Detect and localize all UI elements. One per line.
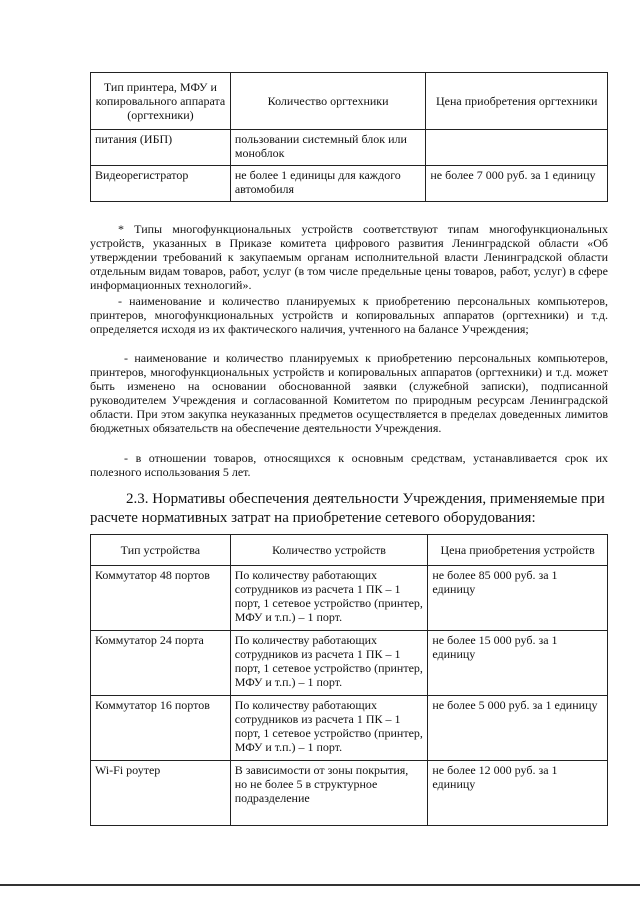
table-row (91, 631, 608, 696)
table-cell: не более 7 000 руб. за 1 единицу (426, 166, 608, 202)
table-cell: не более 1 единицы для каждого автомобиля (230, 166, 426, 202)
table-cell: не более 15 000 руб. за 1 единицу (428, 631, 608, 696)
header-cell: Цена приобретения оргтехники (426, 73, 608, 130)
table-cell: Коммутатор 16 портов (91, 696, 231, 761)
table-cell: питания (ИБП) (91, 130, 231, 166)
footnote-paragraph: * Типы многофункциональных устройств соответствуют типам многофункциональных устройств, указанных в Приказе комитета цифрового развития Ленинградской области «Об утверждении требований к закупаемым органам исполнительной власти Ленинградской области отдельным видам товаров, работ, услуг (в том числе предельные цены товаров, работ, услуг) в сфере информационных технологий». (90, 222, 608, 292)
header-cell: Тип устройства (91, 535, 231, 566)
table-header-row (91, 535, 608, 566)
table-cell: не более 5 000 руб. за 1 единицу (428, 696, 608, 761)
table-cell: Wi-Fi роутер (91, 761, 231, 826)
network-equipment-table (90, 534, 608, 826)
table-cell: В зависимости от зоны покрытия, но не более 5 в структурное подразделение (230, 761, 428, 826)
table-row (91, 696, 608, 761)
table-cell: не более 85 000 руб. за 1 единицу (428, 566, 608, 631)
header-cell: Количество оргтехники (230, 73, 426, 130)
table-cell: пользовании системный блок или моноблок (230, 130, 426, 166)
section-heading: 2.3. Нормативы обеспечения деятельности Учреждения, применяемые при расчете нормативных затрат на приобретение сетевого оборудования: (90, 491, 605, 526)
header-cell: Цена приобретения устройств (428, 535, 608, 566)
table-cell: По количеству работающих сотрудников из расчета 1 ПК – 1 порт, 1 сетевое устройство (принтер, МФУ и т.п.) – 1 порт. (230, 696, 428, 761)
table-cell: По количеству работающих сотрудников из расчета 1 ПК – 1 порт, 1 сетевое устройство (принтер, МФУ и т.п.) – 1 порт. (230, 566, 428, 631)
body-paragraph: - в отношении товаров, относящихся к основным средствам, устанавливается срок их полезного использования 5 лет. (90, 451, 608, 479)
table-row (91, 761, 608, 826)
body-paragraph: - наименование и количество планируемых к приобретению персональных компьютеров, принтеров, многофункциональных устройств и копировальных аппаратов (оргтехники) и т.д. определяется исходя из их фактического наличия, учтенного на балансе Учреждения; (90, 294, 608, 336)
table-cell: По количеству работающих сотрудников из расчета 1 ПК – 1 порт, 1 сетевое устройство (принтер, МФУ и т.п.) – 1 порт. (230, 631, 428, 696)
table-row (91, 166, 608, 202)
table-cell: Коммутатор 48 портов (91, 566, 231, 631)
table-cell: не более 12 000 руб. за 1 единицу (428, 761, 608, 826)
page-bottom-rule (0, 884, 640, 886)
table-row (91, 130, 608, 166)
body-paragraph: - наименование и количество планируемых к приобретению персональных компьютеров, принтеров, многофункциональных устройств и копировальных аппаратов (оргтехники) и т.д. может быть изменено на основании обоснованной заявки (служебной записки), подписанной руководителем Учреждения и согласованной Комитетом по природным ресурсам Ленинградской области. При этом закупка неуказанных предметов осуществляется в пределах доведенных лимитов бюджетных обязательств на обеспечение деятельности Учреждения. (90, 351, 608, 435)
table-cell: Коммутатор 24 порта (91, 631, 231, 696)
header-cell: Тип принтера, МФУ и копировального аппарата (оргтехники) (91, 73, 231, 130)
table-row (91, 566, 608, 631)
table-header-row (91, 73, 608, 130)
table-cell (426, 130, 608, 166)
office-equipment-table (90, 72, 608, 202)
header-cell: Количество устройств (230, 535, 428, 566)
table-cell: Видеорегистратор (91, 166, 231, 202)
